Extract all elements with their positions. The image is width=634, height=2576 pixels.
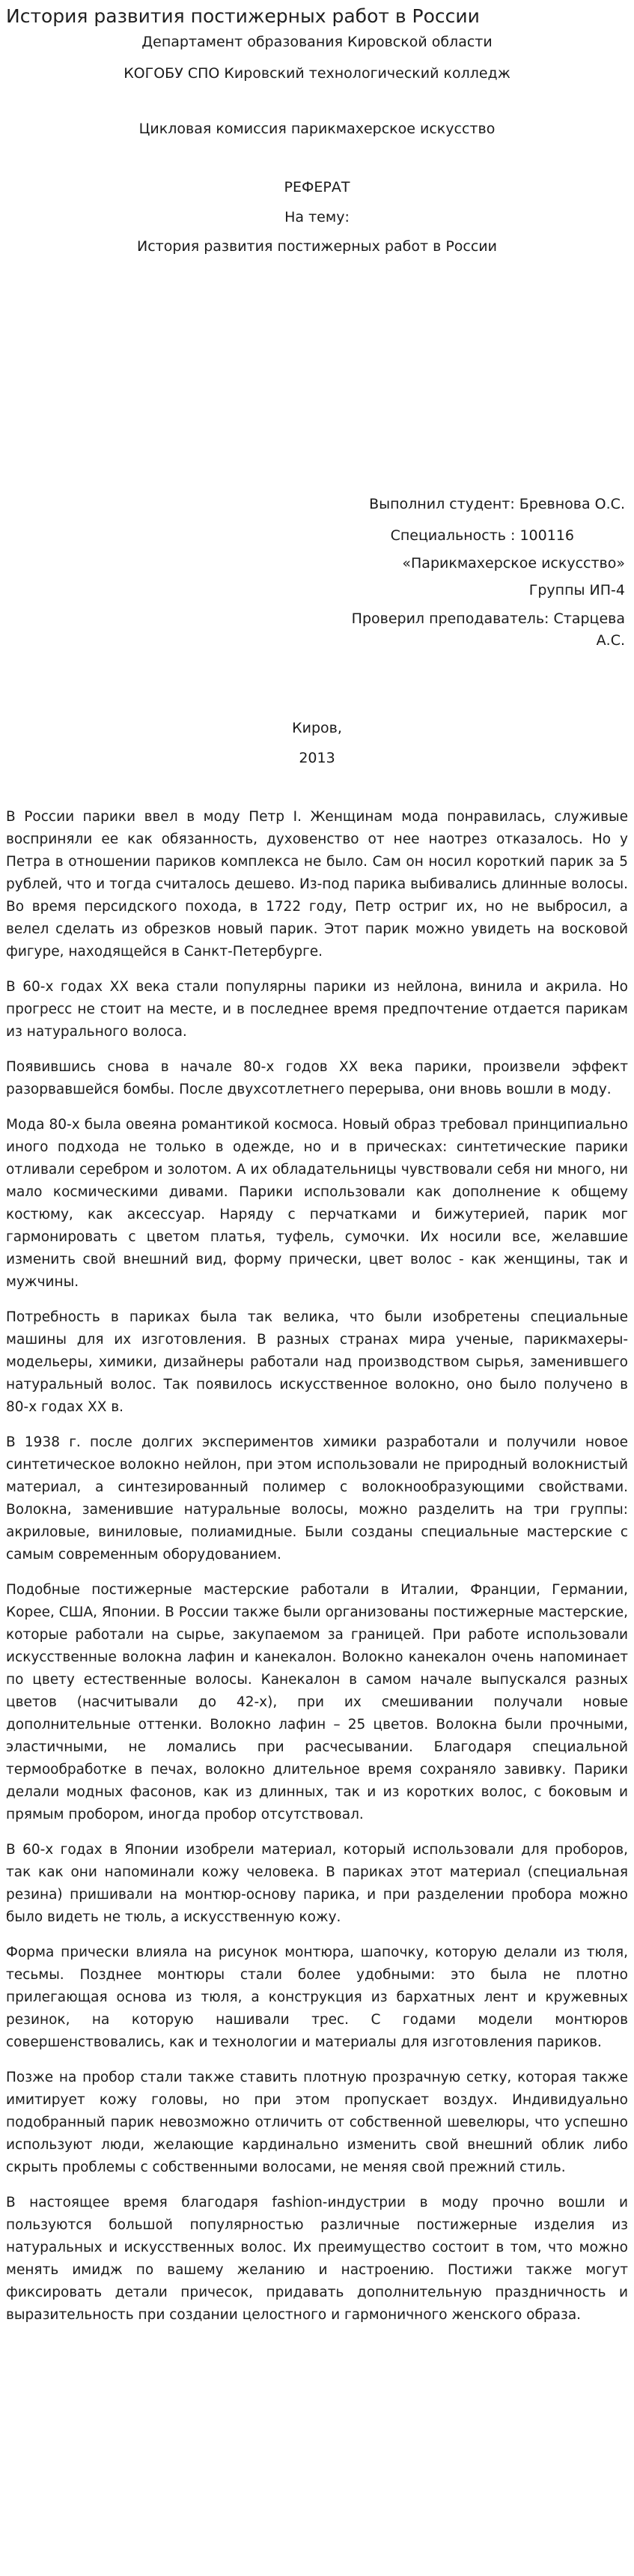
paragraph: Подобные постижерные мастерские работали в Италии, Франции, Германии, Корее, США, Японии. В России также были организованы постижерные мастерские, которые работали на сырье, закупаемом за границей. При работе использовали искусственные волокна лафин и канекалон. Волокно канекалон очень напоминает по цвету естественные волосы. Канекалон в самом начале выпускался разных цветов (насчитывали до 42-х), при их смешивании получали новые дополнительные оттенки. Волокно лафин – 25 цветов. Волокна были прочными, эластичными, не ломались при расчесывании. Благодаря специальной термообработке в печах, волокно длительное время сохраняло завивку. Парики делали модных фасонов, как из длинных, так и из коротких волос, с боковым и прямым пробором, иногда пробор отсутствовал.: [6, 1582, 628, 1822]
cover-group: Группы ИП-4: [528, 582, 625, 598]
cover-specialty-code: Специальность : 100116: [390, 527, 574, 544]
cover-specialty-name: «Парикмахерское искусство»: [402, 555, 625, 572]
cover-teacher: Проверил преподаватель: Старцева: [351, 610, 625, 627]
paragraph: Появившись снова в начале 80-х годов XX века парики, произвели эффект разорвавшейся бомбы. После двухсотлетнего перерыва, они вновь вошли в моду.: [6, 1059, 628, 1097]
cover-department: Департамент образования Кировской области: [141, 34, 493, 50]
document-title: История развития постижерных работ в России: [6, 5, 480, 27]
cover-teacher-initials: А.С.: [596, 632, 625, 649]
paragraph: Мода 80-х была овеяна романтикой космоса. Новый образ требовал принципиально иного подхода не только в одежде, но и в прическах: синтетические парики отливали серебром и золотом. А их обладательницы чувствовали себя ни много, ни мало космическими дивами. Парики использовали как дополнение к общему костюму, как аксессуар. Наряду с перчатками и бижутерией, парик мог гармонировать с цветом платья, туфель, сумочки. Их носили все, желавшие изменить свой внешний вид, форму прически, цвет волос - как женщины, так и мужчины.: [6, 1117, 628, 1290]
paragraph: В 60-х годах XX века стали популярны парики из нейлона, винила и акрила. Но прогресс не стоит на месте, и в последнее время предпочтение отдается парикам из натурального волоса.: [6, 979, 628, 1040]
cover-topic-label: На тему:: [284, 209, 350, 225]
paragraph: Форма прически влияла на рисунок монтюра, шапочку, которую делали из тюля, тесьмы. Позднее монтюры стали более удобными: это была не плотно прилегающая основа из тюля, а конструкция из бархатных лент и кружевных резинок, на которую нашивали трес. С годами модели монтюров совершенствовались, как и технологии и материалы для изготовления париков.: [6, 1945, 628, 2050]
cover-student: Выполнил студент: Бревнова О.С.: [369, 496, 625, 512]
cover-doc-type: РЕФЕРАТ: [284, 179, 350, 196]
cover-topic: История развития постижерных работ в России: [136, 238, 497, 255]
cover-year: 2013: [299, 750, 335, 766]
cover-city: Киров,: [292, 720, 342, 736]
cover-commission: Цикловая комиссия парикмахерское искусство: [138, 121, 496, 137]
paragraph: В 60-х годах в Японии изобрели материал, который использовали для проборов, так как они напоминали кожу человека. В париках этот материал (специальная резина) пришивали на монтюр-основу парика, и при разделении пробора можно было видеть не тюль, а искусственную кожу.: [6, 1842, 628, 1925]
paragraph: В России парики ввел в моду Петр I. Женщинам мода понравилась, служивые восприняли ее как обязанность, духовенство от нее наотрез отказалось. Но у Петра в отношении париков комплекса не было. Сам он носил короткий парик за 5 рублей, что и тогда считалось дешево. Из-под парика выбивались длинные волосы. Во время персидского похода, в 1722 году, Петр остриг их, но не выбросил, а велел сделать из обрезков новый парик. Этот парик можно увидеть на восковой фигуре, находящейся в Санкт-Петербурге.: [6, 809, 628, 960]
paragraph: Потребность в париках была так велика, что были изобретены специальные машины для их изготовления. В разных странах мира ученые, парикмахеры-модельеры, химики, дизайнеры работали над производством сырья, заменившего натуральный волос. Так появилось искусственное волокно, оно было получено в 80-х годах ХХ в.: [6, 1309, 628, 1415]
cover-college: КОГОБУ СПО Кировский технологический колледж: [124, 65, 510, 82]
paragraph: В настоящее время благодаря fashion-индустрии в моду прочно вошли и пользуются большой популярностью различные постижерные изделия из натуральных и искусственных волос. Их преимущество состоит в том, что можно менять имидж по вашему желанию и настроению. Постижи также могут фиксировать детали причесок, придавать дополнительную праздничность и выразительность при создании целостного и гармоничного женского образа.: [6, 2195, 628, 2323]
paragraph: В 1938 г. после долгих экспериментов химики разработали и получили новое синтетическое волокно нейлон, при этом использовали не природный волокнистый материал, а синтезированный полимер с волокнообразующими свойствами. Волокна, заменившие натуральные волосы, можно разделить на три группы: акриловые, виниловые, полиамидные. Были созданы специальные мастерские с самым современным оборудованием.: [6, 1434, 628, 1563]
essay-body: [6, 806, 628, 2339]
paragraph: Позже на пробор стали также ставить плотную прозрачную сетку, которая также имитирует кожу головы, но при этом пропускает воздух. Индивидуально подобранный парик невозможно отличить от собственной шевелюры, что успешно используют люди, желающие кардинально изменить свой внешний облик либо скрыть проблемы с собственными волосами, не меняя свой прежний стиль.: [6, 2070, 628, 2175]
